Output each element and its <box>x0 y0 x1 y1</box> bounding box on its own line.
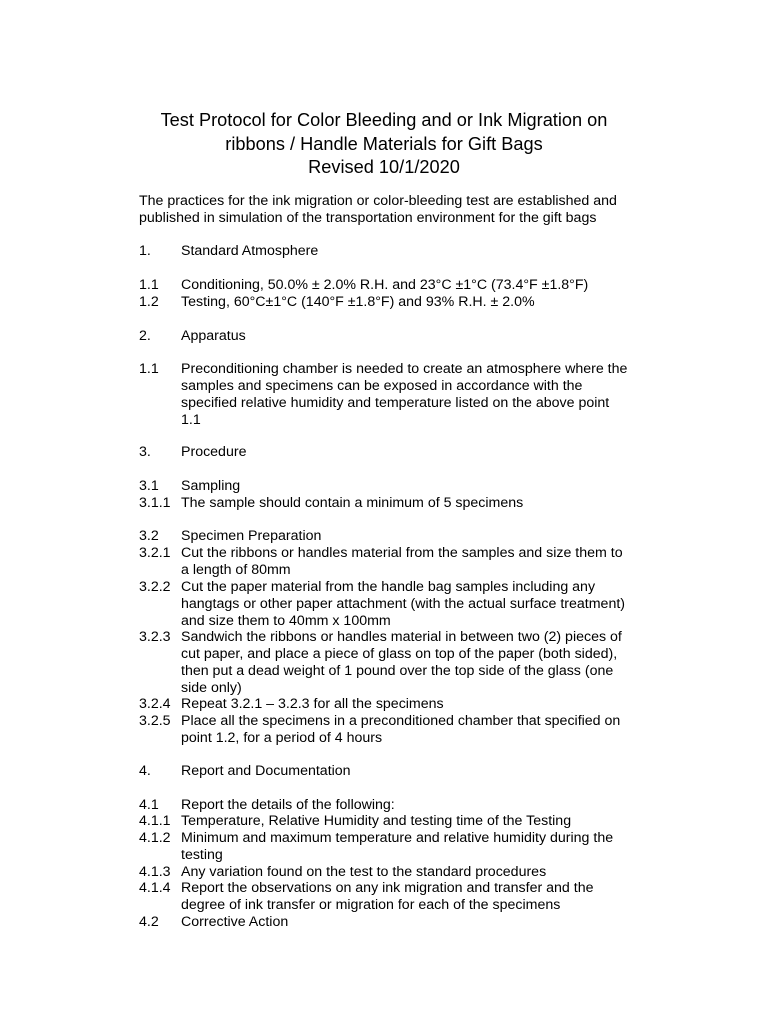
section-number: 1. <box>139 243 151 259</box>
section-number: 3.2.4 <box>139 696 171 712</box>
document-title-line-1: Test Protocol for Color Bleeding and or Ink Migration on <box>160 110 608 130</box>
section-number: 3.2.1 <box>139 545 171 561</box>
section-text <box>181 914 629 931</box>
section-item <box>139 797 629 814</box>
section-text <box>181 813 629 830</box>
section-item <box>139 864 629 881</box>
section-item <box>139 478 629 495</box>
section-number: 4.1.2 <box>139 830 171 846</box>
section-number: 2. <box>139 328 151 344</box>
intro-line-1: The practices for the ink migration or color-bleeding test are established and <box>139 193 617 209</box>
section-text <box>181 696 629 713</box>
section-text-line: point 1.2, for a period of 4 hours <box>181 730 383 746</box>
section-item <box>139 830 629 864</box>
section-text <box>181 713 629 747</box>
section-number: 4.2 <box>139 914 159 930</box>
intro-paragraph <box>139 193 629 227</box>
section-text-line: Report and Documentation <box>181 763 351 779</box>
section-text-line: Specimen Preparation <box>181 528 322 544</box>
section-text-line: Place all the specimens in a preconditioned chamber that specified on <box>181 713 621 729</box>
section-text <box>181 880 629 914</box>
section-text-line: Cut the paper material from the handle bag samples including any <box>181 579 596 595</box>
section-item <box>139 545 629 579</box>
section-text <box>181 444 629 461</box>
section-number: 4. <box>139 763 151 779</box>
section-item <box>139 763 629 780</box>
section-text-line: The sample should contain a minimum of 5 specimens <box>181 495 524 511</box>
section-number: 4.1.4 <box>139 880 171 896</box>
section-text-line: Conditioning, 50.0% ± 2.0% R.H. and 23°C ±1°C (73.4°F ±1.8°F) <box>181 277 589 293</box>
section-text-line: Temperature, Relative Humidity and testing time of the Testing <box>181 813 572 829</box>
section-text-line: Standard Atmosphere <box>181 243 319 259</box>
section-text <box>181 277 629 294</box>
section-text <box>181 361 629 429</box>
section-number: 1.1 <box>139 361 159 377</box>
section-text-line: Repeat 3.2.1 – 3.2.3 for all the specimens <box>181 696 444 712</box>
section-number: 3.2.2 <box>139 579 171 595</box>
section-text-line: side only) <box>181 680 242 696</box>
section-number: 1.2 <box>139 294 159 310</box>
section-item <box>139 579 629 630</box>
section-text-line: Corrective Action <box>181 914 289 930</box>
section-text-line: testing <box>181 847 223 863</box>
section-text-line: Apparatus <box>181 328 246 344</box>
section-item <box>139 528 629 545</box>
section-item <box>139 914 629 931</box>
section-item <box>139 495 629 512</box>
section-text-line: Sandwich the ribbons or handles material in between two (2) pieces of <box>181 629 622 645</box>
section-item <box>139 294 629 311</box>
section-number: 3.2.3 <box>139 629 171 645</box>
section-text-line: Report the details of the following: <box>181 797 395 813</box>
section-text-line: Procedure <box>181 444 247 460</box>
section-text-line: Report the observations on any ink migration and transfer and the <box>181 880 594 896</box>
section-text-line: and size them to 40mm x 100mm <box>181 613 391 629</box>
section-text <box>181 830 629 864</box>
section-item <box>139 444 629 461</box>
section-text <box>181 763 629 780</box>
section-number: 3. <box>139 444 151 460</box>
section-text-line: Minimum and maximum temperature and relative humidity during the <box>181 830 614 846</box>
section-text <box>181 495 629 512</box>
section-text <box>181 629 629 697</box>
section-item <box>139 696 629 713</box>
section-text <box>181 528 629 545</box>
section-text-line: Any variation found on the test to the standard procedures <box>181 864 547 880</box>
section-text-line: samples and specimens can be exposed in accordance with the <box>181 378 583 394</box>
section-text <box>181 478 629 495</box>
section-number: 3.2 <box>139 528 159 544</box>
section-item <box>139 243 629 260</box>
section-number: 4.1 <box>139 797 159 813</box>
section-text <box>181 579 629 630</box>
section-number: 3.2.5 <box>139 713 171 729</box>
section-text-line: a length of 80mm <box>181 562 291 578</box>
section-text <box>181 294 629 311</box>
section-item <box>139 880 629 914</box>
section-number: 3.1 <box>139 478 159 494</box>
section-text-line: hangtags or other paper attachment (with the actual surface treatment) <box>181 596 625 612</box>
section-text-line: then put a dead weight of 1 pound over the top side of the glass (one <box>181 663 614 679</box>
section-item <box>139 277 629 294</box>
section-number: 3.1.1 <box>139 495 171 511</box>
section-number: 1.1 <box>139 277 159 293</box>
document-revision-date: Revised 10/1/2020 <box>308 157 460 177</box>
intro-line-2: published in simulation of the transportation environment for the gift bags <box>139 210 597 226</box>
section-text-line: 1.1 <box>181 412 201 428</box>
section-item <box>139 813 629 830</box>
section-text-line: cut paper, and place a piece of glass on top of the paper (both sided), <box>181 646 618 662</box>
section-item <box>139 629 629 697</box>
section-number: 4.1.3 <box>139 864 171 880</box>
section-item <box>139 713 629 747</box>
section-text <box>181 797 629 814</box>
document-title-line-2: ribbons / Handle Materials for Gift Bags <box>225 134 543 154</box>
section-text-line: Sampling <box>181 478 241 494</box>
section-number: 4.1.1 <box>139 813 171 829</box>
section-text-line: degree of ink transfer or migration for each of the specimens <box>181 897 561 913</box>
section-text <box>181 545 629 579</box>
section-text <box>181 864 629 881</box>
section-text-line: Cut the ribbons or handles material from the samples and size them to <box>181 545 623 561</box>
section-text-line: Preconditioning chamber is needed to create an atmosphere where the <box>181 361 628 377</box>
section-item <box>139 328 629 345</box>
section-item <box>139 361 629 429</box>
section-text-line: Testing, 60°C±1°C (140°F ±1.8°F) and 93% R.H. ± 2.0% <box>181 294 535 310</box>
section-text <box>181 243 629 260</box>
section-text <box>181 328 629 345</box>
section-text-line: specified relative humidity and temperature listed on the above point <box>181 395 610 411</box>
